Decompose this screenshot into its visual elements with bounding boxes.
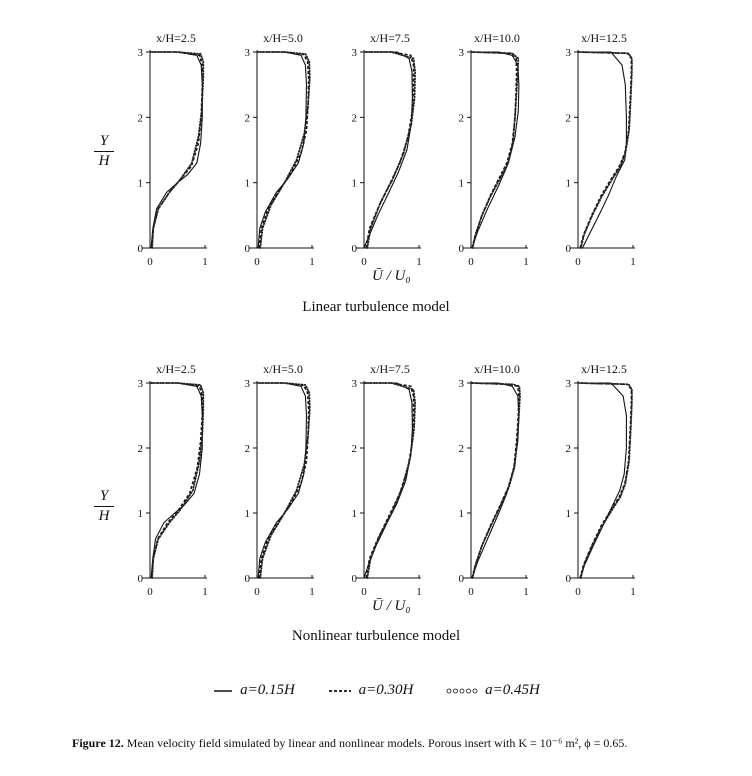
series-a030 (471, 383, 519, 578)
x-tick-label: 0 (361, 256, 367, 268)
legend-dot: a=0.45H (445, 682, 540, 699)
y-tick-label: 2 (565, 112, 571, 125)
panel-r1-p5 (566, 31, 636, 268)
y-tick-label: 2 (458, 112, 464, 125)
panel-title: x/H=7.5 (370, 362, 410, 376)
y-tick-label: 3 (137, 378, 143, 390)
y-tick-label: 3 (458, 47, 464, 59)
y-tick-label: 3 (351, 378, 357, 390)
panel-title: x/H=7.5 (370, 31, 410, 45)
panel-r2-p5 (566, 362, 636, 598)
legend-solid: a=0.15H (212, 682, 295, 699)
y-tick-label: 1 (137, 177, 143, 190)
y-tick-label: 2 (137, 112, 143, 125)
y-tick-label: 2 (458, 443, 464, 455)
series-a045 (471, 383, 520, 578)
figure-caption-text: Mean velocity field simulated by linear and nonlinear models. Porous insert with K = 10⁻⁶ m², ϕ = 0.65. (123, 736, 628, 750)
y-tick-label: 0 (244, 243, 250, 255)
series-a015 (471, 383, 519, 578)
y-tick-label: 2 (137, 443, 143, 455)
y-tick-label: 2 (565, 443, 571, 455)
legend-dash: a=0.30H (327, 682, 414, 699)
series-a030 (578, 383, 631, 578)
y-tick-label: 0 (137, 243, 143, 255)
y-tick-label: 0 (565, 243, 571, 255)
y-tick-label: 1 (351, 508, 357, 520)
y-tick-label: 0 (351, 573, 357, 585)
y-tick-label: 0 (137, 573, 143, 585)
y-tick-label: 3 (458, 378, 464, 390)
caption-linear: Linear turbulence model (302, 299, 450, 315)
panel-r1-p4 (459, 31, 529, 268)
panel-r1-p2 (245, 31, 315, 268)
series-a030 (471, 52, 517, 248)
series-a015 (578, 52, 626, 248)
x-tick-label: 0 (575, 256, 581, 268)
x-tick-label: 1 (309, 586, 315, 598)
y-tick-label: 3 (351, 47, 357, 59)
series-a045 (471, 52, 518, 248)
y-tick-label: 2 (244, 443, 250, 455)
x-tick-label: 1 (523, 586, 529, 598)
y-tick-label: 3 (244, 47, 250, 59)
panel-title: x/H=10.0 (474, 362, 520, 376)
panel-r2-p1 (138, 362, 208, 598)
panel-title: x/H=10.0 (474, 31, 520, 45)
y-tick-label: 1 (565, 177, 571, 190)
y-tick-label: 3 (244, 378, 250, 390)
ylabel-row1: Y H (94, 133, 114, 170)
legend-solid-swatch (212, 687, 234, 695)
series-a015 (150, 52, 202, 248)
panel-title: x/H=5.0 (263, 362, 303, 376)
y-tick-label: 0 (244, 573, 250, 585)
panel-title: x/H=12.5 (581, 362, 627, 376)
y-tick-label: 2 (351, 443, 357, 455)
x-tick-label: 0 (468, 256, 474, 268)
series-a015 (578, 383, 626, 578)
series-a045 (150, 383, 203, 578)
x-tick-label: 1 (309, 256, 315, 268)
panel-r1-p3 (352, 31, 422, 268)
y-tick-label: 1 (351, 177, 357, 190)
series-a045 (578, 383, 632, 578)
y-tick-label: 1 (244, 508, 250, 520)
y-tick-label: 1 (458, 177, 464, 190)
x-tick-label: 1 (202, 256, 208, 268)
x-tick-label: 1 (630, 256, 636, 268)
panel-r1-p1 (138, 31, 208, 268)
figure-caption (72, 736, 627, 751)
x-tick-label: 1 (416, 256, 422, 268)
legend-dash-swatch (327, 687, 353, 695)
series-a030 (364, 52, 414, 248)
ylabel-row2: Y H (94, 488, 114, 525)
x-tick-label: 0 (361, 586, 367, 598)
x-tick-label: 0 (254, 256, 260, 268)
y-tick-label: 3 (565, 47, 571, 59)
y-tick-label: 2 (351, 112, 357, 125)
series-a030 (578, 52, 631, 248)
xlabel-row2: Ū / U₀ (372, 598, 411, 614)
series-a030 (257, 52, 309, 248)
series-a045 (150, 52, 203, 248)
y-tick-label: 0 (351, 243, 357, 255)
panel-title: x/H=12.5 (581, 31, 627, 45)
x-tick-label: 0 (468, 586, 474, 598)
y-tick-label: 1 (137, 508, 143, 520)
legend (0, 682, 752, 700)
series-a030 (257, 383, 309, 578)
y-tick-label: 3 (565, 378, 571, 390)
y-tick-label: 2 (244, 112, 250, 125)
x-tick-label: 0 (147, 586, 153, 598)
y-tick-label: 3 (137, 47, 143, 59)
series-a030 (150, 52, 202, 248)
panel-r2-p3 (352, 362, 422, 598)
xlabel-row1: Ū / U₀ (372, 268, 411, 284)
panel-title: x/H=2.5 (156, 362, 196, 376)
x-tick-label: 1 (416, 586, 422, 598)
caption-nonlinear: Nonlinear turbulence model (291, 628, 461, 644)
panel-r2-p4 (459, 362, 529, 598)
figure-label: Figure 12. (72, 736, 124, 750)
x-tick-label: 1 (630, 586, 636, 598)
y-tick-label: 1 (565, 508, 571, 520)
y-tick-label: 1 (244, 177, 250, 190)
x-tick-label: 0 (147, 256, 153, 268)
y-tick-label: 1 (458, 508, 464, 520)
legend-dot-swatch (445, 687, 479, 695)
series-a045 (578, 52, 632, 248)
panel-title: x/H=5.0 (263, 31, 303, 45)
x-tick-label: 1 (523, 256, 529, 268)
series-a045 (364, 383, 415, 578)
panel-title: x/H=2.5 (156, 31, 196, 45)
panel-r2-p2 (245, 362, 315, 598)
y-tick-label: 0 (458, 573, 464, 585)
y-tick-label: 0 (458, 243, 464, 255)
x-tick-label: 0 (575, 586, 581, 598)
y-tick-label: 0 (565, 573, 571, 585)
x-tick-label: 0 (254, 586, 260, 598)
x-tick-label: 1 (202, 586, 208, 598)
